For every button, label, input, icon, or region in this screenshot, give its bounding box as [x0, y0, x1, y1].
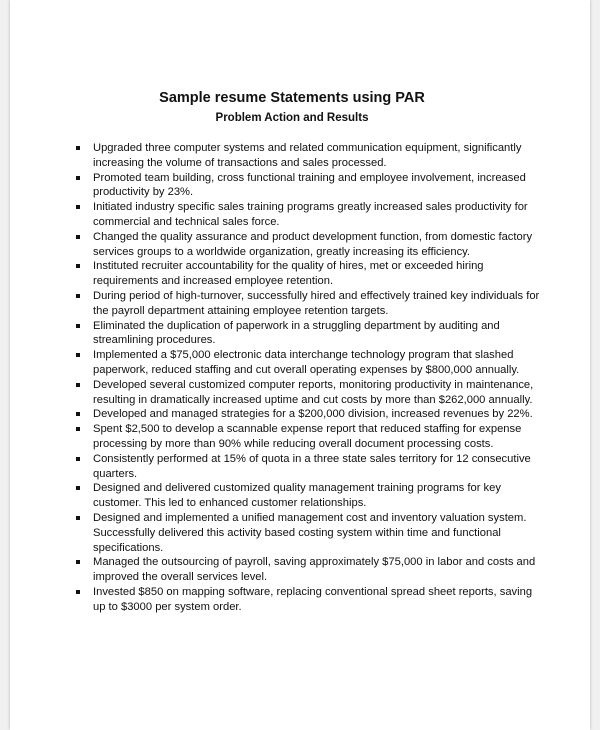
bullet-icon	[76, 590, 80, 594]
list-item	[10, 259, 590, 289]
bullet-icon	[76, 264, 80, 268]
list-item	[10, 422, 590, 452]
list-item-text: Upgraded three computer systems and related communication equipment, significantly increasing the volume of transactions and sales processed.	[93, 142, 522, 169]
list-item	[10, 481, 590, 511]
list-item	[10, 585, 590, 615]
list-item	[10, 555, 590, 585]
list-item	[10, 289, 590, 319]
bullet-icon	[76, 176, 80, 180]
bullet-icon	[76, 294, 80, 298]
list-item-text: Designed and implemented a unified management cost and inventory valuation system. Successfully delivered this activity based costing system within time and functional specifications.	[93, 511, 527, 554]
bullet-icon	[76, 486, 80, 490]
list-item-text: Eliminated the duplication of paperwork in a struggling department by auditing and streamlining procedures.	[93, 319, 500, 347]
list-item	[10, 452, 590, 482]
list-item-text: Consistently performed at 15% of quota in a three state sales territory for 12 consecutive quarters.	[93, 452, 531, 480]
list-item	[10, 378, 590, 408]
list-item	[10, 407, 590, 422]
list-item-text: Invested $850 on mapping software, replacing conventional spread sheet reports, saving up to $3000 per system order.	[93, 585, 533, 613]
list-item-text: Implemented a $75,000 electronic data interchange technology program that slashed paperwork, reduced staffing and cut overall operating expenses by $800,000 annually.	[93, 349, 520, 376]
list-item-text: Designed and delivered customized quality management training programs for key customer. This led to enhanced customer relationships.	[93, 482, 501, 510]
document-subtitle	[10, 112, 590, 124]
document-subtitle-text: Problem Action and Results	[215, 112, 369, 124]
bullet-icon	[76, 324, 80, 328]
list-item	[10, 141, 590, 171]
bullet-icon	[76, 427, 80, 431]
bullet-icon	[76, 146, 80, 150]
list-item-text: Changed the quality assurance and product development function, from domestic factory services groups to a worldwide organization, greatly increasing its efficiency.	[93, 230, 533, 258]
list-item	[10, 230, 590, 260]
document-title-text: Sample resume Statements using PAR	[159, 90, 425, 106]
document-page	[10, 0, 590, 730]
bullet-icon	[76, 235, 80, 239]
bullet-icon	[76, 457, 80, 461]
list-item	[10, 511, 590, 555]
bullet-icon	[76, 205, 80, 209]
bullet-icon	[76, 383, 80, 387]
document-title	[10, 90, 590, 106]
list-item-text: Instituted recruiter accountability for the quality of hires, met or exceeded hiring requirements and increased employee retention.	[93, 260, 484, 288]
bullet-icon	[76, 516, 80, 520]
list-item-text: Developed several customized computer reports, monitoring productivity in maintenance, resulting in dramatically increased uptime and cut costs by more than $262,000 annually.	[93, 378, 534, 406]
list-item	[10, 171, 590, 201]
list-item	[10, 200, 590, 230]
bullet-icon	[76, 560, 80, 564]
bullet-icon	[76, 353, 80, 357]
list-item	[10, 319, 590, 349]
list-item	[10, 348, 590, 378]
list-item-text: Managed the outsourcing of payroll, saving approximately $75,000 in labor and costs and improved the overall services level.	[93, 556, 536, 584]
list-item-text: Initiated industry specific sales training programs greatly increased sales productivity for commercial and technical sales force.	[93, 201, 528, 228]
statement-list	[10, 141, 590, 615]
list-item-text: Developed and managed strategies for a $200,000 division, increased revenues by 22%.	[93, 408, 533, 421]
bullet-icon	[76, 412, 80, 416]
list-item-text: Promoted team building, cross functional training and employee involvement, increased productivity by 23%.	[93, 171, 526, 199]
list-item-text: During period of high-turnover, successfully hired and effectively trained key individuals for the payroll department attaining employee retention targets.	[93, 289, 540, 317]
list-item-text: Spent $2,500 to develop a scannable expense report that reduced staffing for expense processing by more than 90% while reducing overall document processing costs.	[93, 423, 522, 450]
